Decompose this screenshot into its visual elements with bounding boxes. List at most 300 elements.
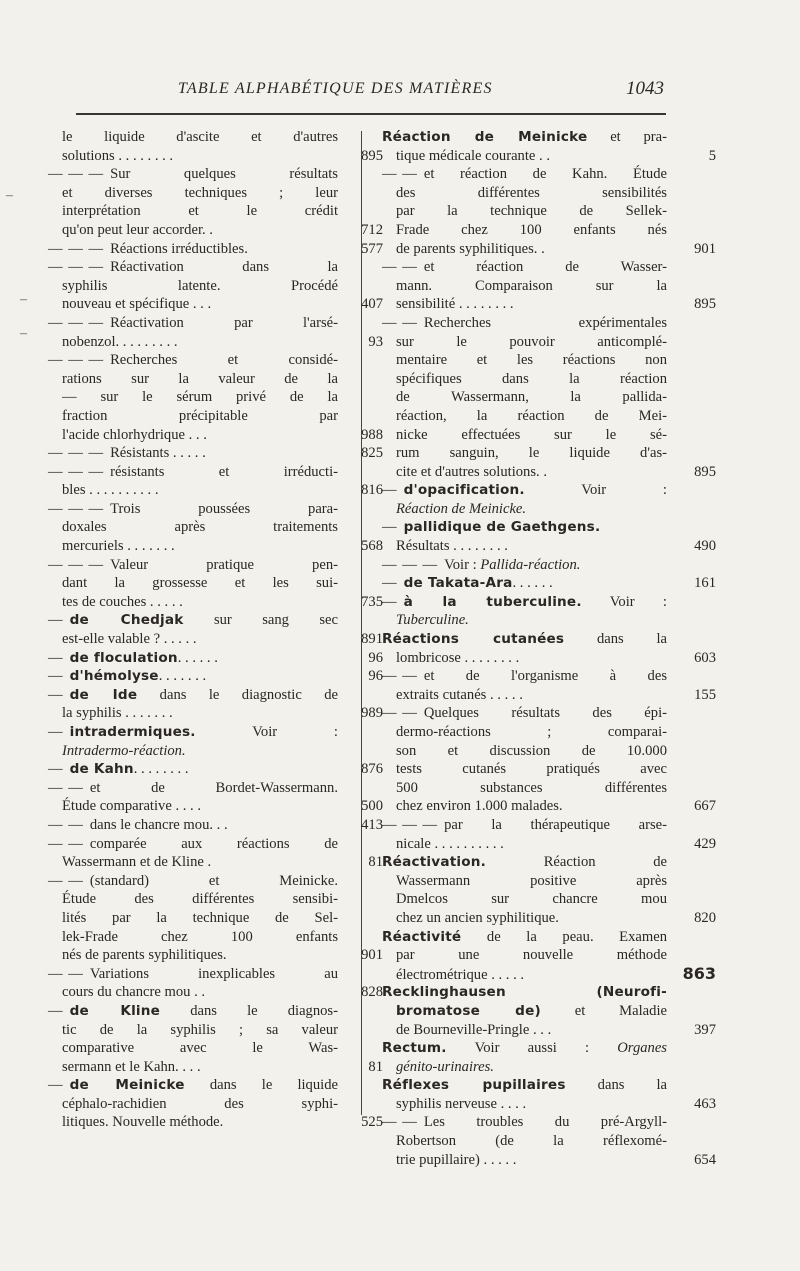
index-line <box>382 946 667 965</box>
entry-text <box>396 1151 676 1170</box>
entry-heading: de Chedjak <box>69 612 184 629</box>
index-entry <box>382 704 716 816</box>
index-line <box>48 1076 338 1095</box>
entry-text <box>110 556 338 575</box>
entry-text <box>62 593 343 612</box>
index-line <box>48 593 383 612</box>
page-reference: 500 <box>361 798 383 815</box>
entry-text <box>62 407 338 426</box>
ditto-dash: — — <box>48 965 84 982</box>
page-reference: 5 <box>708 147 716 164</box>
entry-body: rations sur la valeur de la <box>62 370 338 387</box>
entry-body: sensibilité . . . . . . . . <box>396 296 514 313</box>
ditto-dash: — <box>48 1002 64 1019</box>
page-reference: 93 <box>368 333 383 350</box>
entry-body: dans la <box>565 1077 667 1094</box>
entry-text <box>62 426 343 445</box>
entry-text <box>62 890 338 909</box>
entry-body: comparée aux réactions de <box>89 835 338 852</box>
entry-body: chez environ 1.000 malades. <box>396 798 563 815</box>
index-entry <box>382 983 716 1039</box>
entry-text <box>90 816 343 835</box>
entry-text <box>382 853 667 872</box>
page-reference: 397 <box>694 1021 716 1038</box>
page-reference: 735 <box>361 593 383 610</box>
index-line <box>48 704 383 723</box>
index-line <box>382 649 716 668</box>
ditto-dash: — <box>382 482 398 499</box>
entry-body: et pra- <box>587 129 667 145</box>
entry-text <box>444 556 667 575</box>
index-line <box>48 277 338 296</box>
entry-body: tic de la syphilis ; sa valeur <box>62 1021 338 1038</box>
index-line <box>48 723 338 742</box>
entry-text <box>62 909 338 928</box>
index-line <box>382 1002 667 1021</box>
entry-body: mann. Comparaison sur la <box>396 277 667 294</box>
entry-heading: d'hémolyse <box>69 668 159 685</box>
entry-body: Étude des différentes sensibi- <box>62 891 338 908</box>
index-line <box>48 202 338 221</box>
entry-body: chez un ancien syphilitique. <box>396 909 559 926</box>
index-line <box>382 574 716 593</box>
index-line <box>48 890 338 909</box>
ditto-dash: — — — <box>382 816 439 833</box>
index-line <box>48 686 338 705</box>
index-line <box>48 258 338 277</box>
index-line <box>48 481 383 500</box>
index-entry <box>48 556 383 612</box>
entry-body: des différentes sensibilités <box>396 184 667 201</box>
ditto-dash: — — — <box>48 352 105 369</box>
page-reference: 603 <box>694 649 716 666</box>
index-line <box>48 407 338 426</box>
entry-body: l'acide chlorhydrique . . . <box>62 426 207 443</box>
entry-body: nobenzol. . . . . . . . . <box>62 333 178 350</box>
index-line <box>382 742 667 761</box>
running-header <box>82 78 664 106</box>
entry-text <box>62 946 343 965</box>
index-entry <box>48 779 383 816</box>
page-reference: 901 <box>694 240 716 257</box>
index-line <box>382 723 667 742</box>
entry-text <box>70 1002 338 1021</box>
entry-body: rum sanguin, le liquide d'as- <box>396 445 667 462</box>
entry-body: lek-Frade chez 100 enfants <box>62 928 338 945</box>
entry-text <box>396 872 667 891</box>
entry-body: Réactivation par l'arsé- <box>110 314 338 331</box>
index-line <box>48 946 383 965</box>
index-line <box>48 295 383 314</box>
entry-text <box>424 314 667 333</box>
entry-text <box>62 277 338 296</box>
page-reference: 490 <box>694 538 716 555</box>
entry-text <box>110 351 338 370</box>
entry-text <box>62 983 343 1002</box>
entry-body: dant la grossesse et les sui- <box>62 575 338 592</box>
entry-text <box>396 221 667 240</box>
entry-body: . . . . . . . . <box>133 761 189 778</box>
cross-reference: Réaction de Meinicke. <box>396 500 527 517</box>
entry-body: Réactivation dans la <box>110 259 338 276</box>
ditto-dash: — — — <box>48 166 105 183</box>
entry-text <box>90 835 338 854</box>
index-entry <box>48 314 383 351</box>
index-line <box>382 1151 716 1170</box>
entry-text <box>62 481 343 500</box>
entry-text <box>396 202 667 221</box>
index-line <box>382 760 667 779</box>
entry-text <box>404 518 667 537</box>
entry-text <box>62 1113 343 1132</box>
entry-body: (Neurofi- <box>505 984 667 1001</box>
entry-body: Trois poussées para- <box>110 500 338 517</box>
index-line <box>48 1058 383 1077</box>
entry-text <box>62 537 343 556</box>
index-entry <box>48 240 383 259</box>
entry-text <box>396 742 667 761</box>
index-line <box>48 556 338 575</box>
page-reference: 525 <box>361 1114 383 1131</box>
entry-body: cours du chancre mou . . <box>62 984 206 1001</box>
entry-text <box>396 611 667 630</box>
index-line <box>382 890 667 909</box>
ditto-dash: — <box>48 686 64 703</box>
entry-body: est-elle valable ? . . . . . <box>62 631 197 648</box>
ditto-dash: — <box>382 593 398 610</box>
entry-body: nés de parents syphilitiques. <box>62 947 227 964</box>
index-line <box>48 314 338 333</box>
page-reference: 863 <box>682 963 716 983</box>
entry-text <box>396 277 667 296</box>
index-entry <box>382 1039 667 1076</box>
entry-text <box>110 500 338 519</box>
ditto-dash: — — — <box>48 445 105 462</box>
entry-body: Sur quelques résultats <box>110 166 338 183</box>
index-line <box>48 779 338 798</box>
entry-body: spécifiques dans la réaction <box>396 370 667 387</box>
entry-body: Voir : <box>444 556 481 573</box>
ditto-dash: — — <box>48 872 84 889</box>
page-reference: 820 <box>694 909 716 926</box>
entry-text <box>62 388 338 407</box>
index-line <box>48 333 383 352</box>
index-line <box>382 556 667 575</box>
entry-body: Robertson (de la réflexomé- <box>396 1133 667 1150</box>
index-entry <box>382 593 667 630</box>
index-entry <box>382 816 716 853</box>
ditto-dash: — <box>48 612 64 629</box>
entry-text <box>90 872 338 891</box>
entry-body: dermo-réactions ; comparai- <box>396 724 667 740</box>
left-column <box>48 128 383 1132</box>
entry-body: sur sang sec <box>183 612 338 629</box>
index-entry <box>48 816 383 835</box>
entry-text <box>424 165 667 184</box>
index-line <box>382 1021 716 1040</box>
entry-body: (standard) et Meinicke. <box>89 872 338 889</box>
index-line <box>48 760 383 779</box>
index-line <box>382 909 716 928</box>
page-title: TABLE ALPHABÉTIQUE DES MATIÈRES <box>178 80 493 97</box>
index-line <box>382 779 667 798</box>
entry-text <box>90 965 338 984</box>
page-reference: 96 <box>368 668 383 685</box>
entry-body: résistants et irréducti- <box>110 463 338 480</box>
index-entry <box>382 518 716 555</box>
entry-text <box>62 333 343 352</box>
entry-body: dans le diagnostic de <box>137 686 338 703</box>
entry-heading: Recklinghausen <box>382 984 506 1001</box>
entry-text <box>382 983 667 1002</box>
index-line <box>48 351 338 370</box>
page-reference: 825 <box>361 445 383 462</box>
index-entry <box>48 723 338 760</box>
entry-text <box>396 1058 667 1077</box>
entry-text <box>62 128 338 147</box>
entry-heading: bromatose de) <box>396 1002 541 1019</box>
ditto-dash: — — <box>382 166 418 183</box>
ditto-dash: — — <box>48 779 84 796</box>
ditto-dash: — <box>48 761 64 778</box>
index-line <box>48 797 383 816</box>
entry-text <box>70 723 338 742</box>
index-line <box>48 965 338 984</box>
index-line <box>382 630 667 649</box>
page-reference: 96 <box>368 649 383 666</box>
index-line <box>48 742 338 761</box>
entry-body: réaction, la réaction de Mei- <box>396 407 667 424</box>
index-line <box>48 816 383 835</box>
entry-text <box>62 742 338 761</box>
index-line <box>48 240 383 259</box>
entry-text <box>396 240 676 259</box>
page-reference: 876 <box>361 761 383 778</box>
entry-text <box>424 667 667 686</box>
entry-body: interprétation et le crédit <box>62 203 338 220</box>
index-entry <box>382 481 667 518</box>
entry-body: dans le chancre mou. . . <box>89 816 228 833</box>
index-line <box>382 481 667 500</box>
index-line <box>48 1021 338 1040</box>
index-line <box>382 928 667 947</box>
entry-text <box>70 686 338 705</box>
entry-text <box>62 704 343 723</box>
entry-body: tique médicale courante . . <box>396 147 550 164</box>
index-entry <box>382 853 716 927</box>
ditto-dash: — <box>382 519 398 536</box>
index-line <box>382 704 667 723</box>
entry-text <box>382 1039 667 1058</box>
index-line <box>382 537 716 556</box>
index-line <box>382 1095 716 1114</box>
entry-heading: Réaction de Meinicke <box>382 129 588 145</box>
entry-body: de Wassermann, la pallida- <box>396 389 667 406</box>
entry-body: syphilis latente. Procédé <box>62 277 338 294</box>
entry-text <box>62 370 338 389</box>
page-reference: 407 <box>361 296 383 313</box>
index-line <box>48 184 338 203</box>
index-line <box>382 872 667 891</box>
ditto-dash: — — — <box>48 556 105 573</box>
page-reference: 895 <box>694 296 716 313</box>
index-entry <box>382 1076 716 1113</box>
page-number: 1043 <box>626 78 664 99</box>
page-reference: 895 <box>694 463 716 480</box>
entry-text <box>396 723 667 742</box>
index-entry <box>48 835 383 872</box>
entry-body: Voir aussi : <box>446 1040 618 1057</box>
index-line <box>48 983 383 1002</box>
index-entry <box>382 165 716 258</box>
entry-body: Dmelcos sur chancre mou <box>396 891 667 908</box>
index-entry <box>382 630 716 667</box>
entry-text <box>396 500 667 519</box>
entry-body: Les troubles du pré-Argyll- <box>423 1114 667 1131</box>
index-line <box>48 444 383 463</box>
index-line <box>382 240 716 259</box>
index-line <box>382 983 667 1002</box>
index-entry <box>48 258 383 314</box>
index-entry <box>382 258 716 314</box>
index-entry <box>382 556 667 575</box>
entry-body: par une nouvelle méthode <box>396 947 667 964</box>
entry-body: de Bourneville-Pringle . . . <box>396 1021 552 1038</box>
entry-text <box>396 370 667 389</box>
entry-body: . . . . . . . <box>158 668 207 685</box>
entry-heading: Réactions cutanées <box>382 631 565 648</box>
index-line <box>48 649 383 668</box>
index-line <box>48 630 383 649</box>
index-line <box>48 1095 338 1114</box>
entry-body: Wassermann positive après <box>396 872 667 889</box>
entry-text <box>62 1039 338 1058</box>
index-entry <box>48 667 383 686</box>
entry-text <box>396 649 676 668</box>
entry-body: nouveau et spécifique . . . <box>62 296 212 313</box>
ditto-dash: — <box>48 649 64 666</box>
entry-body: Valeur pratique pen- <box>110 556 338 573</box>
entry-body: lombricose . . . . . . . . <box>396 649 520 666</box>
ditto-dash: — <box>48 668 64 685</box>
entry-text <box>110 240 343 259</box>
entry-text <box>62 1095 338 1114</box>
entry-text <box>70 667 343 686</box>
entry-text <box>62 630 343 649</box>
entry-text <box>396 1132 667 1151</box>
entry-text <box>424 258 667 277</box>
entry-body: cite et d'autres solutions. . <box>396 463 547 480</box>
entry-text <box>110 165 338 184</box>
entry-heading: de Takata-Ara <box>403 575 513 592</box>
index-line <box>48 853 383 872</box>
ditto-dash: — — <box>382 705 418 722</box>
entry-text <box>396 426 667 445</box>
page-reference: 828 <box>361 984 383 1001</box>
index-line <box>382 221 667 240</box>
entry-text <box>62 295 343 314</box>
entry-body: et réaction de Wasser- <box>423 259 667 276</box>
index-entry <box>382 128 716 165</box>
index-line <box>48 611 338 630</box>
index-line <box>382 388 667 407</box>
entry-text <box>70 611 338 630</box>
entry-text <box>396 295 676 314</box>
entry-text <box>396 779 667 798</box>
entry-body: nicale . . . . . . . . . . <box>396 835 504 852</box>
entry-text <box>62 184 338 203</box>
ditto-dash: — — <box>48 835 84 852</box>
index-line <box>382 1058 667 1077</box>
page-reference: 429 <box>694 835 716 852</box>
header-rule <box>76 113 666 115</box>
index-line <box>382 816 667 835</box>
index-line <box>382 667 667 686</box>
index-line <box>382 202 667 221</box>
entry-text <box>70 649 343 668</box>
index-line <box>382 128 667 147</box>
entry-text <box>62 221 343 240</box>
index-line <box>382 963 716 984</box>
entry-heading: Réactivité <box>382 928 462 945</box>
entry-body: par la technique de Sellek- <box>396 203 667 220</box>
index-entry <box>48 611 383 648</box>
entry-text <box>396 760 667 779</box>
index-entry <box>48 760 383 779</box>
entry-text <box>404 481 667 500</box>
entry-body: son et discussion de 10.000 <box>396 742 667 759</box>
entry-heading: à la tuberculine. <box>403 593 582 610</box>
entry-text <box>396 463 676 482</box>
ditto-dash: — — <box>382 668 418 685</box>
index-entry <box>48 351 383 444</box>
ditto-dash: — — — <box>48 500 105 517</box>
entry-body: doxales après traitements <box>62 519 338 536</box>
page-reference: 654 <box>694 1151 716 1168</box>
page-reference: 891 <box>361 631 383 648</box>
index-entry <box>382 1113 716 1169</box>
entry-body: sermann et le Kahn. . . . <box>62 1058 201 1075</box>
index-line <box>382 463 716 482</box>
entry-body: Étude comparative . . . . <box>62 798 201 815</box>
entry-text <box>404 593 667 612</box>
index-line <box>382 1039 667 1058</box>
index-line <box>382 147 716 166</box>
index-line <box>382 258 667 277</box>
entry-text <box>396 835 676 854</box>
entry-body: dans la <box>564 631 667 648</box>
entry-body: trie pupillaire) . . . . . <box>396 1151 517 1168</box>
entry-body: et diverses techniques ; leur <box>62 184 338 201</box>
index-entry <box>48 444 383 463</box>
index-line <box>382 518 667 537</box>
entry-body: tests cutanés pratiqués avec <box>396 761 667 778</box>
entry-text <box>70 1076 338 1095</box>
entry-text <box>62 574 338 593</box>
entry-body: la syphilis . . . . . . . <box>62 705 173 722</box>
margin-mark: – <box>20 292 27 307</box>
index-entry <box>382 928 716 984</box>
entry-body: Voir : <box>524 482 667 499</box>
entry-body: fraction précipitable par <box>62 407 338 424</box>
index-line <box>48 463 338 482</box>
entry-body: syphilis nerveuse . . . . <box>396 1095 527 1112</box>
margin-mark: – <box>6 188 13 203</box>
entry-text <box>110 314 338 333</box>
entry-text <box>396 1002 667 1021</box>
entry-text <box>62 518 338 537</box>
entry-body: 500 substances différentes <box>396 779 667 796</box>
